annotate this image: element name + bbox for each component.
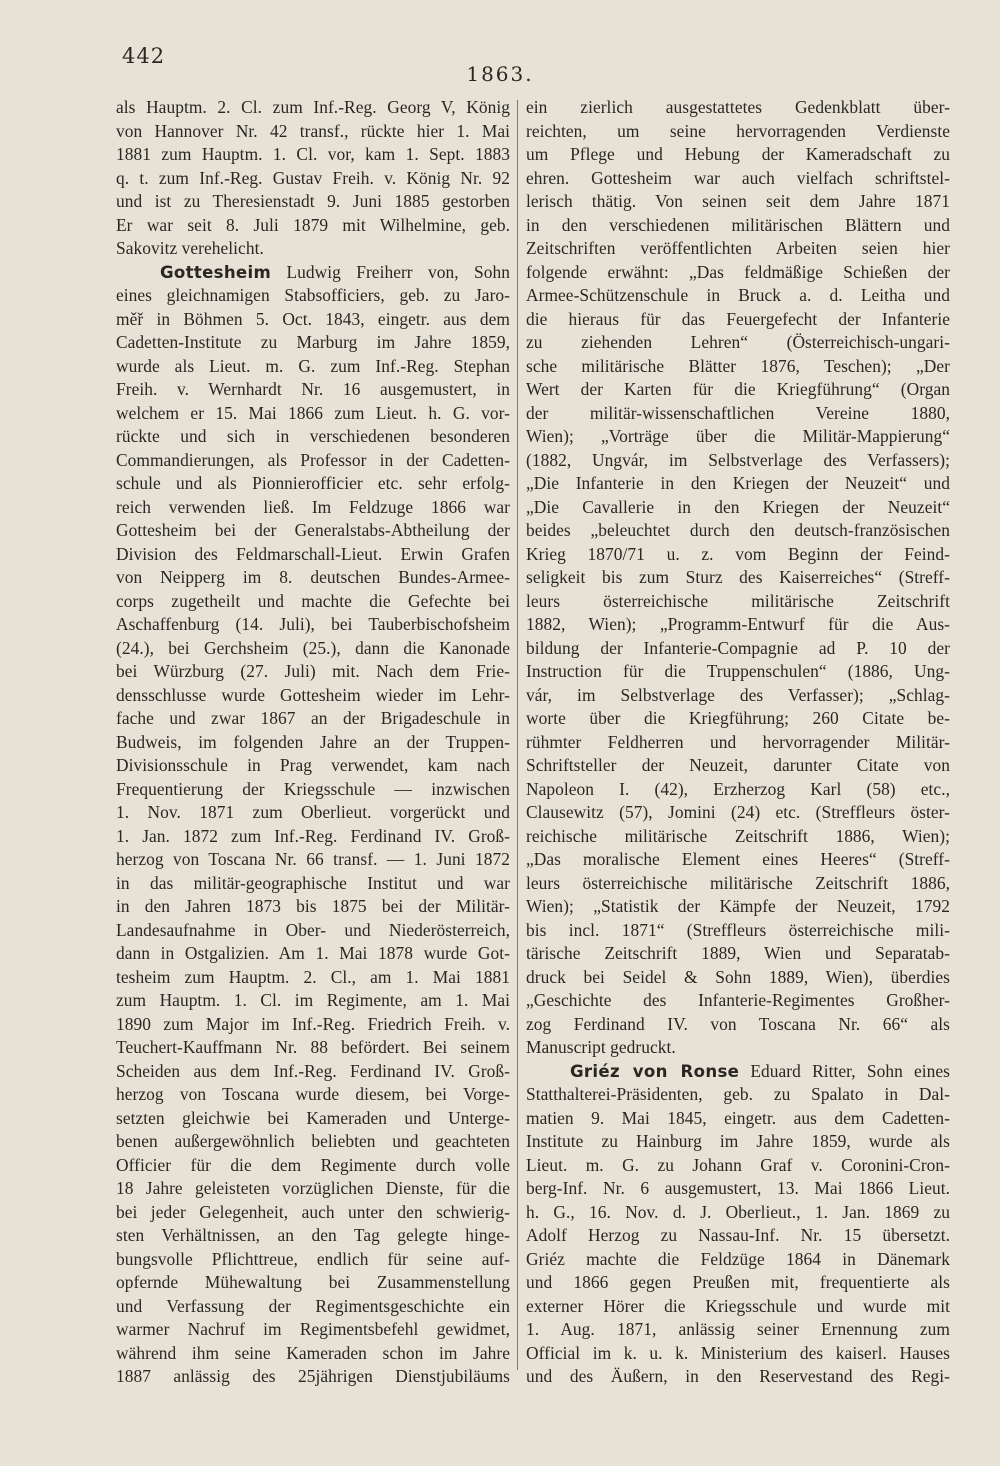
text-line: q. t. zum Inf.-Reg. Gustav Freih. v. König Nr. 92 — [116, 167, 510, 188]
text-line: Scheiden aus dem Inf.-Reg. Ferdinand IV. Groß- — [116, 1060, 510, 1081]
text-line: zu ziehenden Lehren“ (Österreichisch-ungari- — [526, 332, 950, 352]
text-line: Sakovitz verehelicht. — [116, 238, 264, 258]
text-line: vár, im Selbstverlage des Verfasser); „Schlag- — [526, 684, 950, 705]
text-line: 1. Jan. 1872 zum Inf.-Reg. Ferdinand IV. Groß- — [116, 825, 510, 846]
text-line: zum Hauptm. 1. Cl. im Regimente, am 1. Mai — [116, 990, 510, 1010]
text-line: Aschaffenburg (14. Juli), bei Tauberbischofsheim — [116, 614, 510, 634]
text-line: matien 9. Mai 1845, eingetr. aus dem Cadetten- — [526, 1107, 950, 1128]
text-line: densschlusse wurde Gottesheim wieder im Lehr- — [116, 684, 510, 705]
text-line: 1890 zum Major im Inf.-Reg. Friedrich Freih. v. — [116, 1013, 510, 1034]
text-line: bildung der Infanterie-Compagnie ad P. 10 der — [526, 637, 950, 658]
text-line: leurs österreichische militärische Zeitschrift 1886, — [526, 872, 950, 893]
text-line: Commandierungen, als Professor in der Cadetten- — [116, 449, 510, 470]
entry-name-gottesheim: Gottesheim — [160, 262, 272, 282]
text-line: und Verfassung der Regimentsgeschichte ein — [116, 1295, 510, 1316]
text-line: měř in Böhmen 5. Oct. 1843, eingetr. aus dem — [116, 308, 510, 329]
text-line: Landesaufnahme in Ober- und Niederösterreich, — [116, 919, 510, 940]
text-line: dann in Ostgalizien. Am 1. Mai 1878 wurde Got- — [116, 943, 510, 963]
text-line: von Neipperg im 8. deutschen Bundes-Armee- — [116, 567, 510, 587]
text-line: rühmter Feldherren und hervorragender Militär- — [526, 731, 950, 752]
text-line: bei jeder Gelegenheit, auch unter den schwierig- — [116, 1201, 510, 1222]
text-line: Napoleon I. (42), Erzherzog Karl (58) etc., — [526, 778, 950, 799]
text-line: ehren. Gottesheim war auch vielfach schriftstel- — [526, 167, 950, 188]
text-line: herzog von Toscana Nr. 66 transf. — 1. Juni 1872 — [116, 849, 510, 869]
text-line: berg-Inf. Nr. 6 ausgemustert, 13. Mai 1866 Lieut. — [526, 1178, 950, 1198]
text-line: und 1866 gegen Preußen mit, frequentierte als — [526, 1272, 950, 1292]
text-line: tärische Zeitschrift 1889, Wien und Separatab- — [526, 943, 950, 963]
text-line: Wien); „Vorträge über die Militär-Mappierung“ — [526, 426, 950, 446]
text-line: Officier für die dem Regimente durch volle — [116, 1154, 510, 1175]
text-line: Krieg 1870/71 u. z. vom Beginn der Feind- — [526, 543, 950, 564]
text-line: Clausewitz (57), Jomini (24) etc. (Streffleurs öster- — [526, 802, 950, 822]
text-line: „Die Cavallerie in den Kriegen der Neuzeit“ — [526, 496, 950, 517]
text-line: 1. Aug. 1871, anlässig seiner Ernennung zum — [526, 1319, 950, 1339]
text-line: externer Hörer die Kriegsschule und wurde mit — [526, 1295, 950, 1316]
text-line: bei Würzburg (27. Juli) mit. Nach dem Frie- — [116, 661, 510, 681]
left-column — [116, 96, 510, 1389]
text-line: Institute zu Hainburg im Jahre 1859, wurde als — [526, 1131, 950, 1151]
text-line: 1881 zum Hauptm. 1. Cl. vor, kam 1. Sept. 1883 — [116, 144, 510, 164]
text-line: folgende erwähnt: „Das feldmäßige Schießen der — [526, 261, 950, 282]
text-line: Division des Feldmarschall-Lieut. Erwin Grafen — [116, 543, 510, 564]
text-line: Freih. v. Wernhardt Nr. 16 ausgemustert, in — [116, 379, 510, 399]
text-line: herzog von Toscana wurde diesem, bei Vorge- — [116, 1084, 510, 1104]
text-line: von Hannover Nr. 42 transf., rückte hier 1. Mai — [116, 120, 510, 141]
text-line: sche militärische Blätter 1876, Teschen); „Der — [526, 355, 950, 376]
text-line: opfernde Mühewaltung bei Zusammenstellung — [116, 1272, 510, 1292]
text-line: „Das moralische Element eines Heeres“ (Streff- — [526, 849, 950, 869]
text-line: wurde als Lieut. m. G. zum Inf.-Reg. Stephan — [116, 355, 510, 376]
text-line: Wien); „Statistik der Kämpfe der Neuzeit, 1792 — [526, 896, 950, 916]
text-line: worte über die Kriegführung; 260 Citate be- — [526, 708, 950, 728]
text-line: Gottesheim bei der Generalstabs-Abtheilung der — [116, 520, 510, 540]
text-line: Armee-Schützenschule in Bruck a. d. Leitha und — [526, 285, 950, 305]
text-line: tesheim zum Hauptm. 2. Cl., am 1. Mai 1881 — [116, 966, 510, 987]
entry-first-line-text: Eduard Ritter, Sohn eines — [750, 1060, 950, 1081]
text-line: sten Verhältnissen, an den Tag gelegte hinge- — [116, 1225, 510, 1245]
text-line: 1887 anlässig des 25jährigen Dienstjubiläums — [116, 1366, 510, 1386]
text-line: Lieut. m. G. zu Johann Graf v. Coronini-Cron- — [526, 1154, 950, 1175]
text-line: setzten gleichwie bei Kameraden und Unterge- — [116, 1107, 510, 1128]
text-line: Cadetten-Institute zu Marburg im Jahre 1859, — [116, 332, 510, 352]
text-line: Griéz machte die Feldzüge 1864 in Dänemark — [526, 1248, 950, 1269]
text-line: reich verwenden ließ. Im Feldzuge 1866 war — [116, 496, 510, 517]
text-line: Statthalterei-Präsidenten, geb. zu Spalato in Dal- — [526, 1084, 950, 1104]
running-head-year: 1863. — [466, 62, 534, 86]
text-line: der militär-wissenschaftlichen Vereine 1880, — [526, 402, 950, 423]
text-line: Er war seit 8. Juli 1879 mit Wilhelmine, geb. — [116, 214, 510, 235]
text-line: rückte und sich in verschiedenen besonderen — [116, 426, 510, 446]
text-line: die hieraus für das Feuergefecht der Infanterie — [526, 308, 950, 329]
text-line: Teuchert-Kauffmann Nr. 88 befördert. Bei seinem — [116, 1037, 510, 1057]
text-line: reichten, um seine hervorragenden Verdienste — [526, 120, 950, 141]
text-line: Frequentierung der Kriegsschule — inzwischen — [116, 778, 510, 799]
text-line: h. G., 16. Nov. d. J. Oberlieut., 1. Jan. 1869 zu — [526, 1201, 950, 1222]
text-line: beides „beleuchtet durch den deutsch-französischen — [526, 520, 950, 540]
text-line: benen außergewöhnlich beliebten und geachteten — [116, 1131, 510, 1151]
text-line: während ihm seine Kameraden schon im Jahre — [116, 1342, 510, 1363]
text-line: als Hauptm. 2. Cl. zum Inf.-Reg. Georg V, König — [116, 97, 510, 117]
text-line: 1882, Wien); „Programm-Entwurf für die Aus- — [526, 614, 950, 634]
text-line: Zeitschriften veröffentlichten Arbeiten seien hier — [526, 238, 950, 258]
text-line: reichische militärische Zeitschrift 1886, Wien); — [526, 825, 950, 846]
text-line: und des Äußern, in den Reservestand des Regi- — [526, 1366, 950, 1386]
text-line: und ist zu Theresienstadt 9. Juni 1885 gestorben — [116, 191, 510, 211]
text-line: zog Ferdinand IV. von Toscana Nr. 66“ als — [526, 1013, 950, 1034]
entry-first-line — [526, 1060, 950, 1084]
text-line: Divisionsschule in Prag verwendet, kam nach — [116, 755, 510, 775]
text-line: Official im k. u. k. Ministerium des kaiserl. Hauses — [526, 1342, 950, 1363]
text-line: fache und zwar 1867 an der Brigadeschule in — [116, 708, 510, 728]
text-line: schule und als Pionnierofficier etc. sehr erfolg- — [116, 473, 510, 493]
text-line: Schriftsteller der Neuzeit, darunter Citate von — [526, 755, 950, 775]
text-line: warmer Nachruf im Regimentsbefehl gewidmet, — [116, 1319, 510, 1339]
text-line: corps zugetheilt und machte die Gefechte bei — [116, 590, 510, 611]
text-line: leurs österreichische militärische Zeitschrift — [526, 590, 950, 611]
text-line: lerisch thätig. Von seinen seit dem Jahre 1871 — [526, 191, 950, 211]
text-line: 1. Nov. 1871 zum Oberlieut. vorgerückt und — [116, 802, 510, 822]
text-line: „Geschichte des Infanterie-Regimentes Großher- — [526, 990, 950, 1010]
text-line: bis incl. 1871“ (Streffleurs österreichische mili- — [526, 919, 950, 940]
text-line: bungsvolle Pflichttreue, endlich für seine auf- — [116, 1248, 510, 1269]
text-line: „Die Infanterie in den Kriegen der Neuzeit“ und — [526, 473, 950, 493]
text-line: Manuscript gedruckt. — [526, 1037, 676, 1057]
entry-name-griez-von-ronse: Griéz von Ronse — [570, 1061, 740, 1081]
text-line: welchem er 15. Mai 1866 zum Lieut. h. G. vor- — [116, 402, 510, 423]
text-line: (24.), bei Gerchsheim (25.), dann die Kanonade — [116, 637, 510, 658]
text-line: in den Jahren 1873 bis 1875 bei der Militär- — [116, 896, 510, 916]
right-column — [526, 96, 950, 1389]
text-line: Adolf Herzog zu Nassau-Inf. Nr. 15 übersetzt. — [526, 1225, 950, 1245]
text-line: Wert der Karten für die Kriegführung“ (Organ — [526, 379, 950, 399]
text-line: 18 Jahre geleisteten vorzüglichen Dienste, für die — [116, 1178, 510, 1198]
text-line: (1882, Ungvár, im Selbstverlage des Verfassers); — [526, 449, 950, 470]
text-line: Budweis, im folgenden Jahre an der Truppen- — [116, 731, 510, 752]
page-number: 442 — [122, 44, 166, 68]
entry-first-line — [116, 261, 510, 285]
text-line: druck bei Seidel & Sohn 1889, Wien), überdies — [526, 966, 950, 987]
text-line: eines gleichnamigen Stabsofficiers, geb. zu Jaro- — [116, 285, 510, 305]
entry-first-line-text: Ludwig Freiherr von, Sohn — [286, 261, 510, 282]
column-divider — [517, 100, 518, 1370]
text-line: seligkeit bis zum Sturz des Kaiserreiches“ (Streff- — [526, 567, 950, 587]
text-line: in den verschiedenen militärischen Blättern und — [526, 214, 950, 235]
text-line: Instruction für die Truppenschulen“ (1886, Ung- — [526, 661, 950, 681]
text-line: um Pflege und Hebung der Kameradschaft zu — [526, 144, 950, 164]
text-line: in das militär-geographische Institut und war — [116, 872, 510, 893]
text-line: ein zierlich ausgestattetes Gedenkblatt über- — [526, 97, 950, 117]
